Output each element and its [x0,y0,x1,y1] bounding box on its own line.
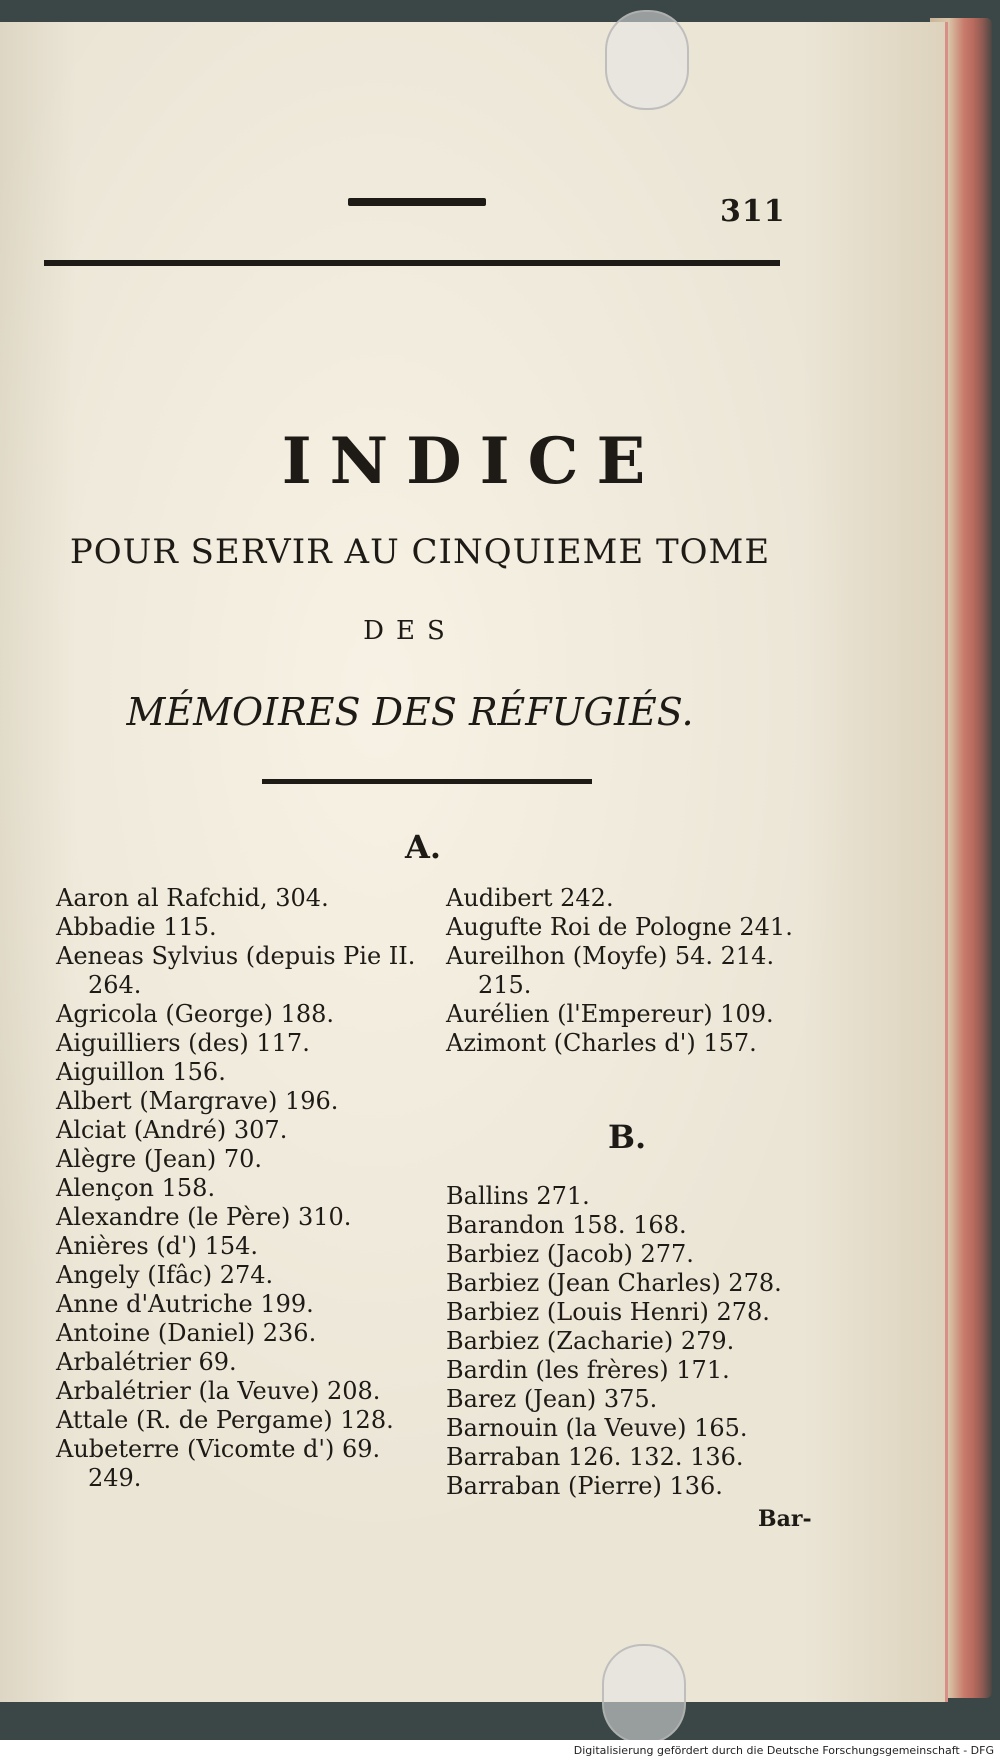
section-heading-b: B. [608,1118,647,1156]
title-rule [262,779,592,784]
header-ornament-rule [348,198,486,206]
index-entry: Aiguilliers (des) 117. [56,1029,310,1057]
index-entry: Barbiez (Zacharie) 279. [446,1327,735,1355]
index-entry: Arbalétrier 69. [56,1348,237,1376]
index-entry: Albert (Margrave) 196. [56,1087,339,1115]
index-entry: Alexandre (le Père) 310. [56,1203,352,1231]
index-entry: Azimont (Charles d') 157. [446,1029,757,1057]
page-subtitle: POUR SERVIR AU CINQUIEME TOME [69,532,771,572]
page-number: 311 [720,194,786,229]
footer-credit: Digitalisierung gefördert durch die Deutsche Forschungsgemeinschaft - DFG [573,1744,994,1757]
index-column-right-a [446,884,826,1058]
index-entry: Angely (Ifâc) 274. [56,1261,274,1289]
title-des: DES [363,616,457,646]
index-entry: Ballins 271. [446,1182,590,1210]
page-clip-bottom [602,1644,686,1744]
index-entry: Bardin (les frères) 171. [446,1356,730,1384]
index-entry: Antoine (Daniel) 236. [56,1319,317,1347]
index-entry-continuation: 264. [88,971,142,999]
work-title: MÉMOIRES DES RÉFUGIÉS. [126,690,694,734]
index-entry: Alègre (Jean) 70. [56,1145,262,1173]
index-entry: Aurélien (l'Empereur) 109. [446,1000,774,1028]
index-entry: Agricola (George) 188. [56,1000,335,1028]
index-entry: Anne d'Autriche 199. [56,1290,314,1318]
index-entry: Augufte Roi de Pologne 241. [446,913,793,941]
index-entry: Aaron al Rafchid, 304. [56,884,329,912]
index-entry: Aureilhon (Moyfe) 54. 214. [446,942,775,970]
index-entry-continuation: 249. [88,1464,142,1492]
catchword: Bar- [758,1506,812,1532]
index-entry-continuation: 215. [478,971,532,999]
index-entry: Aiguillon 156. [56,1058,226,1086]
index-entry: Aeneas Sylvius (depuis Pie II. [56,942,416,970]
section-heading-a: A. [405,828,441,866]
index-column-right-b [446,1182,826,1501]
index-entry: Barraban 126. 132. 136. [446,1443,744,1471]
index-entry: Abbadie 115. [56,913,217,941]
index-entry: Alençon 158. [56,1174,216,1202]
book-page [0,22,948,1702]
index-entry: Barbiez (Jean Charles) 278. [446,1269,782,1297]
index-entry: Barandon 158. 168. [446,1211,687,1239]
index-entry: Arbalétrier (la Veuve) 208. [56,1377,381,1405]
index-column-left [56,884,426,1493]
index-entry: Aubeterre (Vicomte d') 69. [56,1435,381,1463]
index-entry: Alciat (André) 307. [56,1116,288,1144]
index-entry: Barraban (Pierre) 136. [446,1472,723,1500]
header-rule [44,260,780,266]
index-entry: Anières (d') 154. [56,1232,259,1260]
index-entry: Barbiez (Jacob) 277. [446,1240,694,1268]
page-clip-top [605,10,689,110]
index-entry: Barnouin (la Veuve) 165. [446,1414,748,1442]
page-title: INDICE [281,424,664,499]
index-entry: Attale (R. de Pergame) 128. [56,1406,394,1434]
index-entry: Barez (Jean) 375. [446,1385,658,1413]
index-entry: Barbiez (Louis Henri) 278. [446,1298,770,1326]
index-entry: Audibert 242. [446,884,614,912]
